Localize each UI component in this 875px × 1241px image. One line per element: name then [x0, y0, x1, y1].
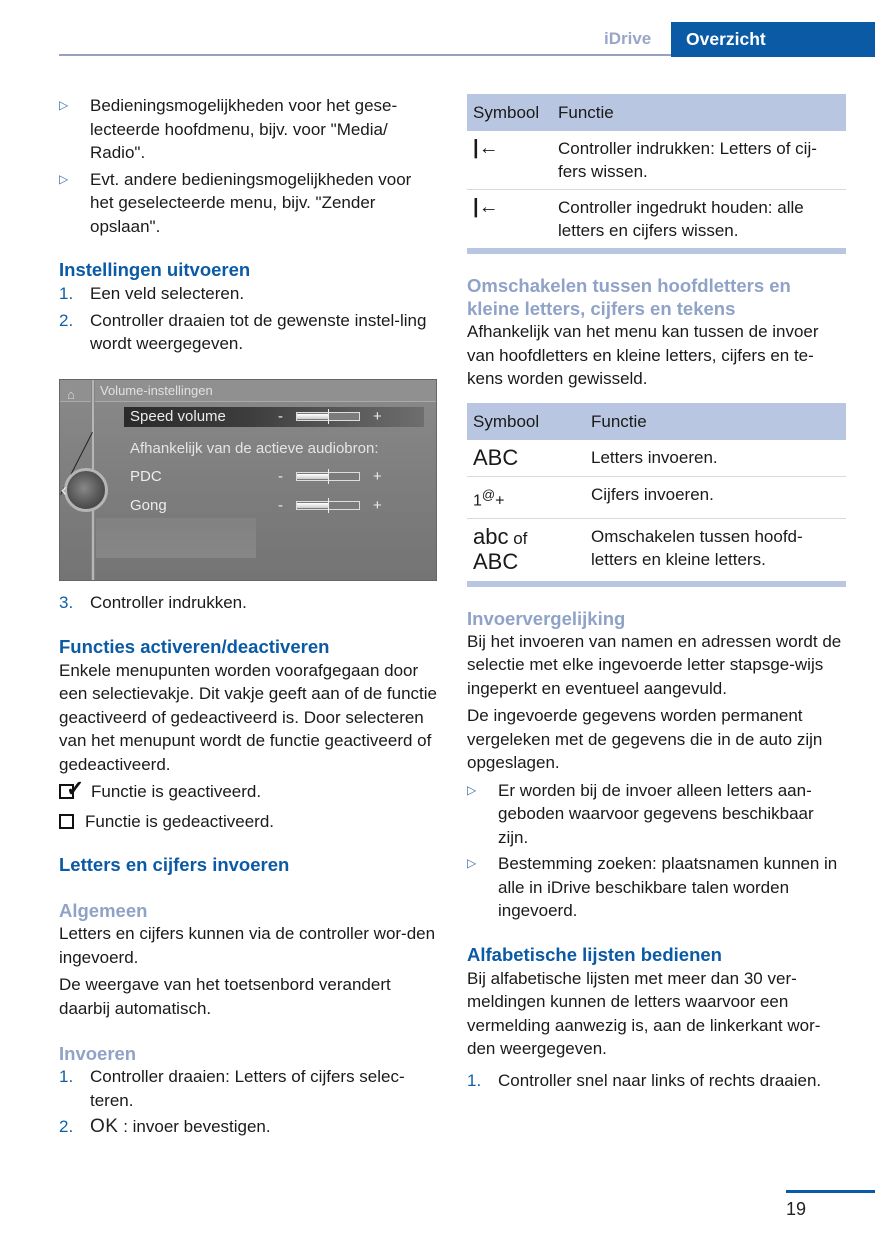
table-header-symbol: Symbool	[467, 403, 585, 440]
table-cell-function: Controller indrukken: Letters of cij-fers wissen.	[552, 131, 846, 190]
step-number: 3.	[59, 593, 74, 612]
heading-instellingen: Instellingen uitvoeren	[59, 259, 251, 280]
slider-fill	[297, 414, 328, 419]
page-number: 19	[786, 1199, 807, 1219]
screen-row-gong	[124, 496, 424, 516]
bullet-item	[467, 852, 846, 923]
table-header-function: Functie	[585, 403, 846, 440]
input-mode-table	[467, 403, 846, 587]
left-column	[59, 94, 437, 359]
bullet-item	[59, 168, 437, 239]
screen-row-pdc	[124, 467, 424, 487]
bullet-text: Bestemming zoeken: plaatsnamen kunnen in alle in iDrive beschikbare talen worden ingevoerd.	[498, 854, 838, 921]
checkbox-checked-icon: ✓	[59, 784, 74, 799]
heading-letters: Letters en cijfers invoeren	[59, 854, 290, 875]
table-cell-function: Cijfers invoeren.	[585, 476, 846, 518]
chevron-left-icon: ‹	[61, 480, 67, 500]
bullet-text: Bedieningsmogelijkheden voor het gese-lecteerde hoofdmenu, bijv. voor "Media/ Radio".	[90, 96, 398, 162]
step-number: 2.	[59, 1117, 74, 1136]
step-item	[59, 591, 437, 615]
step-number: 2.	[59, 310, 74, 330]
right-column	[467, 94, 846, 1095]
step-text: Controller draaien tot de gewenste instel-ling wordt weergegeven.	[90, 310, 427, 353]
left-column-lower	[59, 591, 437, 1142]
checkbox-unchecked-icon	[59, 814, 74, 829]
row-label: Speed volume	[130, 408, 226, 425]
backspace-icon: |←	[467, 131, 552, 190]
of-label: of	[513, 528, 528, 548]
step-number: 1.	[467, 1070, 482, 1090]
volume-slider	[296, 412, 360, 421]
invoervergelijking-paragraph-2: De ingevoerde gegevens worden permanent vergeleken met de gegevens die in de auto zijn opgeslagen.	[467, 706, 823, 773]
delete-symbol-table	[467, 94, 846, 254]
screen-title-bar	[60, 380, 436, 402]
step-item	[467, 1069, 846, 1093]
row-label: PDC	[130, 468, 162, 485]
checkbox-checked-line	[59, 776, 437, 804]
header-chapter-label: Overzicht	[686, 29, 766, 49]
table-header-symbol: Symbool	[467, 94, 552, 131]
omschakelen-paragraph: Afhankelijk van het menu kan tussen de invoer van hoofdletters en kleine letters, cijfers en te-kens worden gewisseld.	[467, 322, 819, 388]
header-chapter-tab	[671, 22, 875, 57]
volume-slider	[296, 472, 360, 481]
idrive-screen-image	[59, 379, 437, 581]
minus-icon: -	[278, 408, 283, 425]
screen-title: Volume-instellingen	[100, 383, 213, 398]
row-label: Gong	[130, 497, 167, 514]
slider-center-mark	[328, 498, 329, 513]
triangle-bullet-icon: ▷	[467, 782, 477, 797]
home-icon: ⌂	[67, 387, 75, 402]
step-text: : invoer bevestigen.	[123, 1117, 271, 1136]
slider-center-mark	[328, 469, 329, 484]
checkbox-checked-text: Functie is geactiveerd.	[91, 782, 262, 801]
volume-slider	[296, 501, 360, 510]
minus-icon: -	[278, 497, 283, 514]
footer-rule	[786, 1190, 875, 1193]
plus-icon: +	[373, 408, 382, 425]
case-toggle-icon	[467, 518, 585, 581]
step-text: Controller indrukken.	[90, 593, 247, 612]
uppercase-abc-icon: ABC	[473, 548, 519, 574]
step-text: Een veld selecteren.	[90, 284, 245, 303]
table-row	[467, 440, 846, 477]
triangle-bullet-icon: ▷	[59, 98, 69, 112]
table-cell-function: Omschakelen tussen hoofd-letters en kleine letters.	[591, 526, 803, 569]
numbers-symbols-icon	[467, 476, 585, 518]
table-row	[467, 131, 846, 190]
header-rule	[59, 54, 671, 56]
heading-alfabetisch: Alfabetische lijsten bedienen	[467, 943, 722, 965]
heading-algemeen: Algemeen	[59, 900, 148, 921]
plus-icon: +	[373, 497, 382, 514]
slider-fill	[297, 503, 328, 508]
table-cell-function: Controller ingedrukt houden: alle letters en cijfers wissen.	[558, 198, 804, 240]
uppercase-abc-icon: ABC	[467, 440, 585, 477]
triangle-bullet-icon: ▷	[467, 856, 477, 871]
table-header-function: Functie	[552, 94, 846, 131]
step-item	[59, 309, 437, 356]
invoervergelijking-paragraph-1: Bij het invoeren van namen en adressen wordt de selectie met elke ingevoerde letter stapsge-wijs ingeperkt en eventueel aangevuld.	[467, 631, 842, 698]
table-row	[467, 476, 846, 518]
slider-fill	[297, 474, 328, 479]
num-glyph-main: 1	[473, 491, 482, 509]
screen-row-speed-volume	[124, 407, 424, 427]
heading-invoeren: Invoeren	[59, 1043, 137, 1064]
checkbox-unchecked-text: Functie is gedeactiveerd.	[85, 811, 274, 831]
step-number: 1.	[59, 1067, 74, 1086]
plus-icon: +	[373, 468, 382, 485]
table-row	[467, 190, 846, 249]
backspace-icon: |←	[473, 196, 499, 218]
algemeen-paragraph-2: De weergave van het toetsenbord verandert daarbij automatisch.	[59, 975, 391, 1018]
alfabetisch-paragraph: Bij alfabetische lijsten met meer dan 30 ver-meldingen kunnen de letters waarvoor een vermelding aanwezig is, aan de linkerkant wor-den weergegeven.	[467, 968, 821, 1059]
background-bands	[96, 518, 256, 558]
ok-button-icon: OK	[90, 1116, 119, 1137]
step-number: 1.	[59, 284, 74, 303]
heading-functies: Functies activeren/deactiveren	[59, 635, 330, 657]
checkbox-unchecked-line	[59, 810, 437, 834]
table-row	[467, 518, 846, 581]
bullet-text: Evt. andere bedieningsmogelijkheden voor het geselecteerde menu, bijv. "Zender opslaan".	[90, 169, 412, 236]
minus-icon: -	[278, 468, 283, 485]
triangle-bullet-icon: ▷	[59, 171, 69, 186]
lowercase-abc-icon: abc	[473, 523, 509, 549]
screen-note: Afhankelijk van de actieve audiobron:	[130, 440, 379, 457]
bullet-item	[467, 779, 846, 850]
slider-center-mark	[328, 409, 329, 424]
heading-omschakelen: Omschakelen tussen hoofdletters en kleine letters, cijfers en tekens	[467, 275, 791, 319]
table-header-row	[467, 94, 846, 131]
step-text: Controller draaien: Letters of cijfers selec-teren.	[90, 1067, 405, 1110]
heading-invoervergelijking: Invoervergelijking	[467, 607, 626, 629]
bullet-item	[59, 94, 437, 165]
functies-paragraph: Enkele menupunten worden voorafgegaan door een selectievakje. Dit vakje geeft aan of de functie geactiveerd of gedeactiveerd is. Door selecteren van het menupunt wordt de functie geactiveerd of gedeactiveerd.	[59, 660, 438, 774]
table-end-bar	[467, 581, 846, 587]
table-header-row	[467, 403, 846, 440]
bullet-text: Er worden bij de invoer alleen letters aan-geboden waarvoor gegevens beschikbaar zijn.	[498, 780, 814, 847]
step-item	[59, 1115, 437, 1139]
table-end-bar	[467, 248, 846, 254]
algemeen-paragraph-1: Letters en cijfers kunnen via de controller wor-den ingevoerd.	[59, 924, 436, 967]
step-text: Controller snel naar links of rechts draaien.	[498, 1070, 822, 1090]
num-glyph-sub: +	[495, 491, 505, 509]
table-cell-function: Letters invoeren.	[585, 440, 846, 477]
controller-knob-icon	[64, 468, 108, 512]
num-glyph-sup: @	[481, 486, 496, 502]
step-item	[59, 282, 437, 306]
step-item	[59, 1065, 437, 1112]
header-section-label: iDrive	[604, 29, 652, 48]
